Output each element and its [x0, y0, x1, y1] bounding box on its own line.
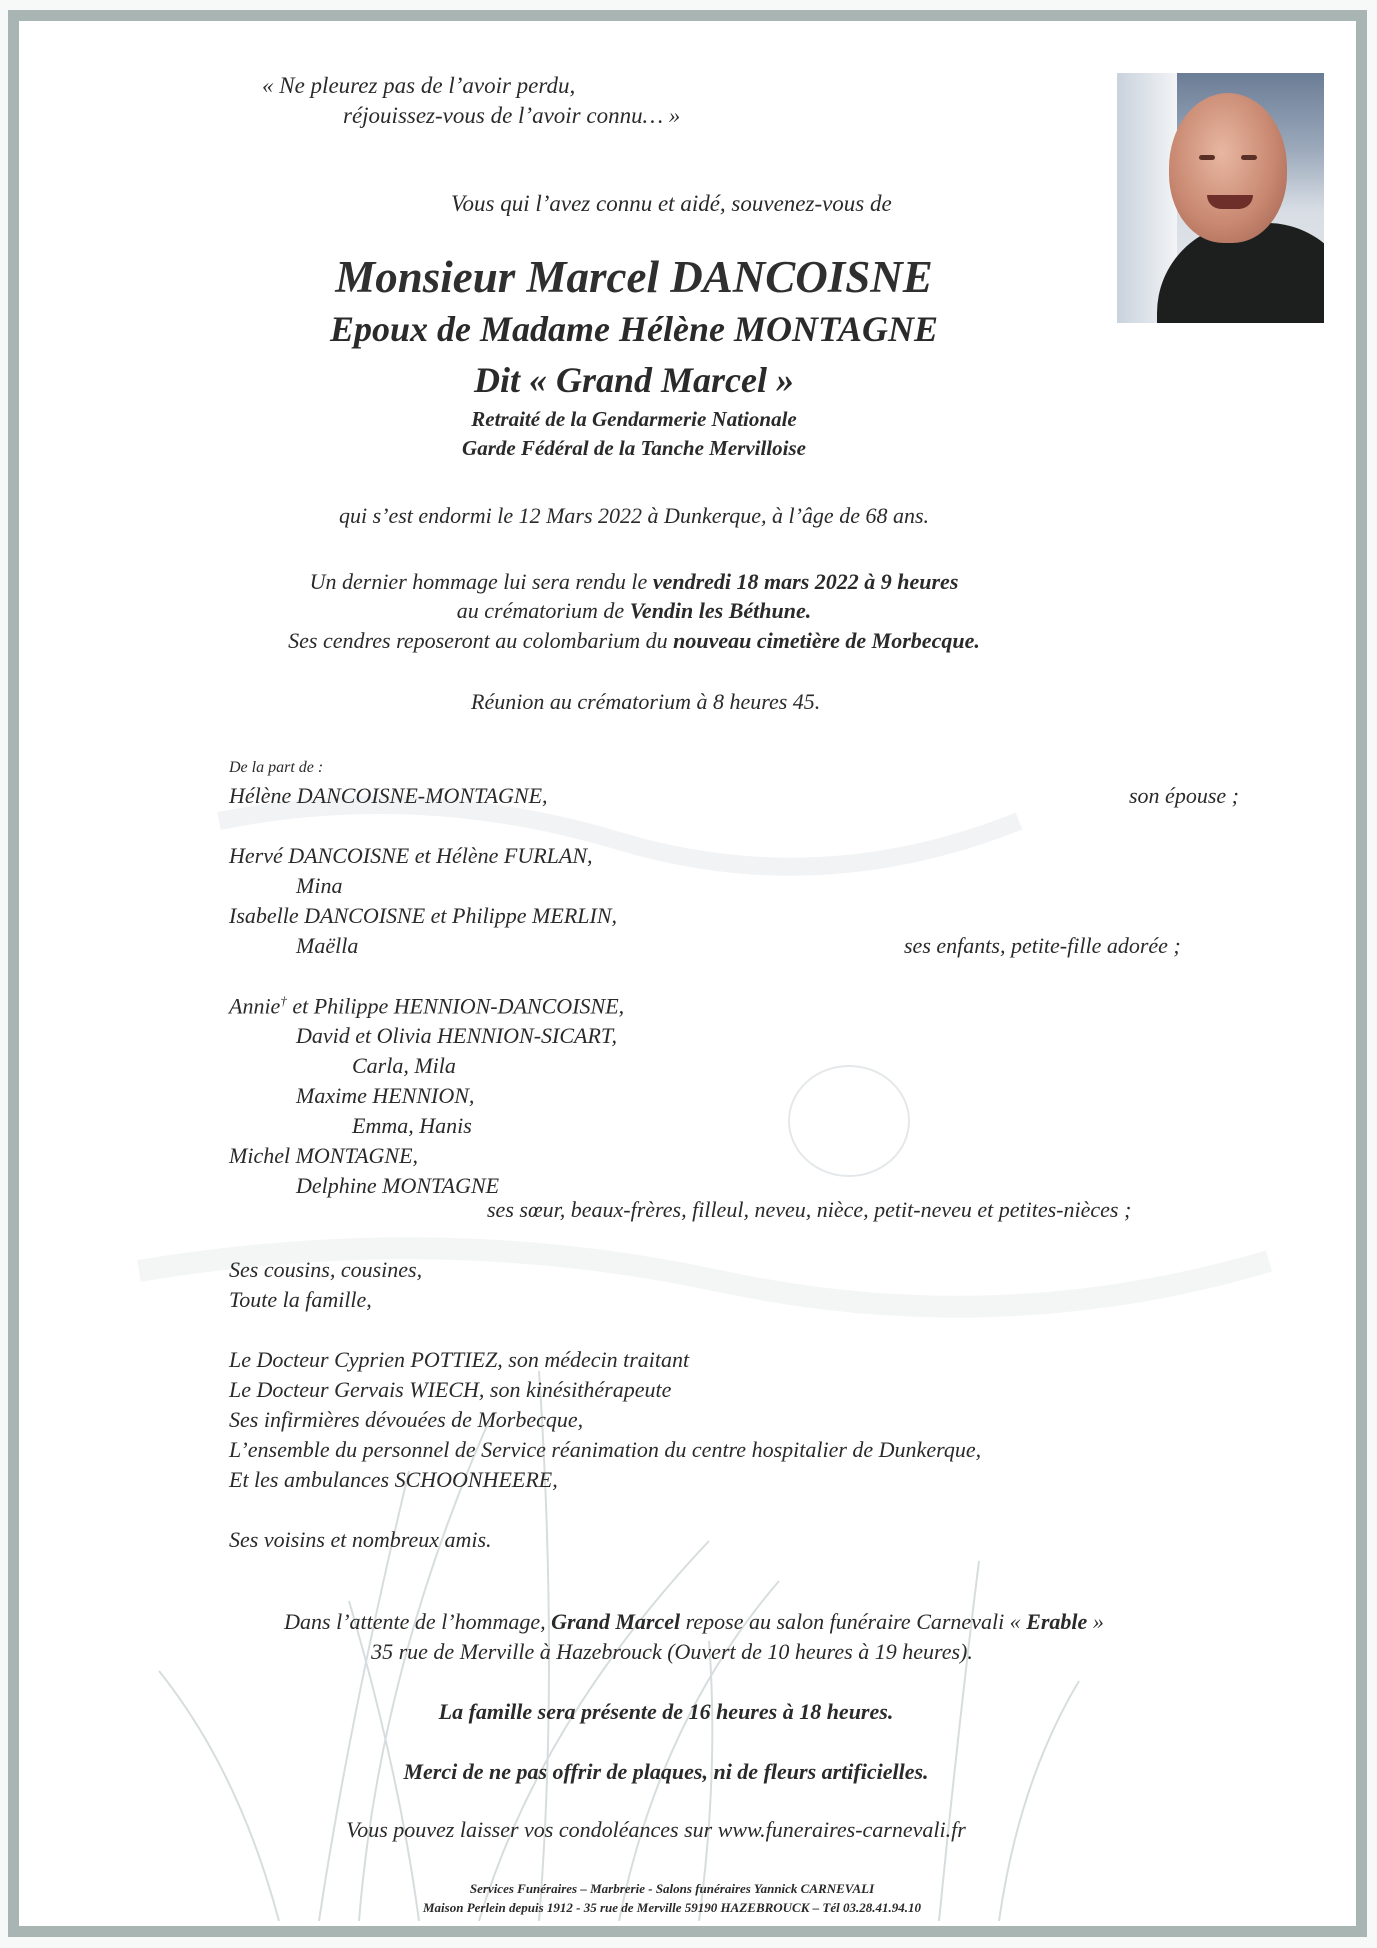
child-1: Hervé DANCOISNE et Hélène FURLAN,	[229, 843, 593, 868]
niece-1: Delphine MONTAGNE	[296, 1173, 500, 1198]
nickname-line: Dit « Grand Marcel »	[473, 360, 794, 400]
moon-shape	[789, 1066, 909, 1176]
condolences-note: Vous pouvez laisser vos condoléances sur www.funeraires-carnevali.fr	[346, 1817, 966, 1842]
siblings-role: ses sœur, beaux-frères, filleul, neveu, nièce, petit-neveu et petites-nièces ;	[487, 1197, 1132, 1222]
epigraph-line-2: réjouissez-vous de l’avoir connu… »	[343, 103, 681, 128]
nephew-1: David et Olivia HENNION-SICART,	[296, 1023, 617, 1048]
thanks-line-5: Et les ambulances SCHOONHEERE,	[229, 1467, 558, 1492]
title-line-1: Retraité de la Gendarmerie Nationale	[471, 407, 797, 431]
viewing-mid: repose au salon funéraire Carnevali «	[680, 1609, 1027, 1634]
children-role: ses enfants, petite-fille adorée ;	[904, 933, 1181, 958]
from-label: De la part de :	[229, 759, 324, 776]
grass-stroke	[479, 1541, 709, 1921]
ceremony-date: vendredi 18 mars 2022 à 9 heures	[652, 569, 959, 594]
grandnieces-1: Carla, Mila	[352, 1053, 456, 1078]
ceremony-line-2-text: au crématorium de	[456, 598, 630, 623]
child-2: Isabelle DANCOISNE et Philippe MERLIN,	[229, 903, 617, 928]
thanks-line-1: Le Docteur Cyprien POTTIEZ, son médecin traitant	[229, 1347, 690, 1372]
footer-line-1: Services Funéraires – Marbrerie - Salons funéraires Yannick CARNEVALI	[469, 1881, 875, 1896]
footer-line-2: Maison Perlein depuis 1912 - 35 rue de Merville 59190 HAZEBROUCK – Tél 03.28.41.94.10	[423, 1900, 921, 1915]
family-presence: La famille sera présente de 16 heures à 18 heures.	[438, 1699, 894, 1724]
sibling-1-rest: et Philippe HENNION-DANCOISNE,	[292, 993, 625, 1019]
title-line-2: Garde Fédéral de la Tanche Mervilloise	[462, 436, 806, 460]
ceremony-line-2	[0, 596, 1369, 626]
spouse-role: son épouse ;	[1129, 783, 1239, 808]
viewing-line-2: 35 rue de Merville à Hazebrouck (Ouvert de 10 heures à 19 heures).	[371, 1639, 973, 1664]
ceremony-place: Vendin les Béthune.	[629, 598, 812, 623]
spouse-name: Hélène DANCOISNE-MONTAGNE,	[229, 783, 548, 808]
thanks-line-4: L’ensemble du personnel de Service réanimation du centre hospitalier de Dunkerque,	[229, 1437, 982, 1462]
deceased-name: Monsieur Marcel DANCOISNE	[335, 252, 933, 302]
grass-stroke	[359, 1421, 489, 1921]
meeting-time: Réunion au crématorium à 8 heures 45.	[471, 689, 821, 714]
viewing-post: »	[1087, 1609, 1104, 1634]
nephew-2: Maxime HENNION,	[296, 1083, 475, 1108]
page-frame	[8, 10, 1367, 1937]
cousins: Ses cousins, cousines,	[229, 1257, 423, 1282]
ceremony-line-1-text: Un dernier hommage lui sera rendu le	[309, 569, 653, 594]
cross-icon: †	[280, 993, 287, 1008]
thanks-line-6: Ses voisins et nombreux amis.	[229, 1527, 492, 1552]
viewing-pre: Dans l’attente de l’hommage,	[284, 1609, 552, 1634]
intro-text: Vous qui l’avez connu et aidé, souvenez-vous de	[451, 191, 892, 216]
epigraph-line-1: « Ne pleurez pas de l’avoir perdu,	[262, 73, 576, 98]
grandchild-2: Maëlla	[296, 933, 359, 958]
sibling-annie: Annie	[229, 993, 281, 1019]
viewing-room: Erable	[1026, 1609, 1088, 1634]
cemetery-name: nouveau cimetière de Morbecque.	[673, 628, 980, 653]
grandchild-1: Mina	[296, 873, 343, 898]
no-flowers-note: Merci de ne pas offrir de plaques, ni de fleurs artificielles.	[403, 1759, 929, 1784]
whole-family: Toute la famille,	[229, 1287, 372, 1312]
spouse-line: Epoux de Madame Hélène MONTAGNE	[330, 309, 938, 349]
thanks-line-3: Ses infirmières dévouées de Morbecque,	[229, 1407, 584, 1432]
sibling-2: Michel MONTAGNE,	[229, 1143, 419, 1168]
thanks-line-2: Le Docteur Gervais WIECH, son kinésithérapeute	[229, 1377, 672, 1402]
ceremony-line-3-text: Ses cendres reposeront au colombarium du	[288, 628, 674, 653]
ceremony-line-3	[0, 626, 1369, 656]
viewing-line-1	[0, 1609, 1377, 1635]
viewing-nickname: Grand Marcel	[551, 1609, 681, 1634]
grandnieces-2: Emma, Hanis	[352, 1113, 472, 1138]
sibling-1	[229, 993, 624, 1019]
ceremony-line-1	[0, 567, 1369, 597]
death-notice: qui s’est endormi le 12 Mars 2022 à Dunkerque, à l’âge de 68 ans.	[338, 503, 930, 528]
